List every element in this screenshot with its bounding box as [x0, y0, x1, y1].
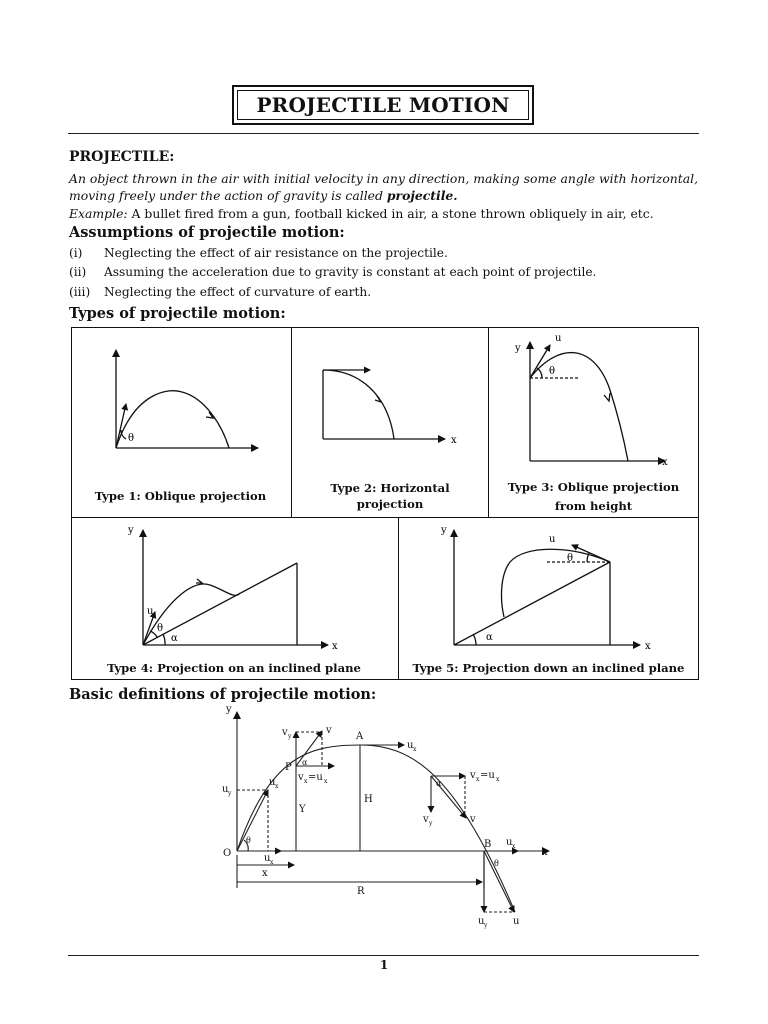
assumption-num: (iii) [69, 285, 91, 299]
label-vx-right-sub: x [476, 776, 480, 783]
u-vector [237, 790, 268, 851]
label-ux-top: u [407, 740, 414, 751]
type4-theta-label: θ [157, 623, 164, 634]
label-y: y [226, 704, 232, 715]
label-alpha-right: α [436, 779, 442, 788]
assumption-text: Neglecting the effect of curvature of earth. [104, 285, 372, 299]
label-Y: Y [299, 804, 306, 815]
type3-x-label: x [662, 457, 668, 468]
label-ux-bottom: u [264, 853, 271, 864]
label-eq-u-right-sub: x [496, 776, 500, 783]
label-u-bottom: u [513, 916, 520, 927]
label-v: v [326, 725, 332, 736]
label-vy-sub: y [288, 733, 292, 740]
label-R: R [357, 886, 365, 897]
label-B: B [484, 839, 492, 850]
label-vx-sub: x [304, 778, 308, 785]
type3-caption-line1: Type 3: Oblique projection [507, 480, 680, 494]
label-ux-sub: x [275, 783, 279, 790]
type5-theta-label: θ [567, 553, 574, 564]
label-x-dim: x [262, 868, 268, 879]
label-uy-sub: y [228, 790, 232, 797]
label-P: P [285, 762, 292, 773]
label-eq-u-right: =u [480, 770, 495, 781]
label-vy: v [282, 727, 288, 738]
footer-rule [68, 955, 699, 956]
type5-u-label: u [549, 534, 556, 545]
type3-theta-label: θ [549, 366, 556, 377]
type1-caption: Type 1: Oblique projection [94, 489, 267, 503]
type2-caption-line2: projection [356, 497, 424, 511]
type3-y-label: y [515, 343, 521, 354]
label-eq-u: =u [308, 772, 323, 783]
basic-heading: Basic definitions of projectile motion: [69, 686, 377, 703]
page-title: PROJECTILE MOTION [237, 90, 529, 120]
label-vy-right-sub: y [429, 820, 433, 827]
label-eq-u-sub: x [324, 778, 328, 785]
label-vy-right: v [423, 814, 429, 825]
definition-line1: An object thrown in the air with initial velocity in any direction, making some angle with horizontal, [69, 171, 699, 186]
label-v-right: v [470, 814, 476, 825]
assumption-text: Neglecting the effect of air resistance on the projectile. [104, 246, 448, 260]
types-heading: Types of projectile motion: [69, 305, 286, 322]
b-u [484, 851, 514, 912]
label-vx-right: v [470, 770, 476, 781]
type5-caption: Type 5: Projection down an inclined plane [412, 661, 685, 675]
label-alpha: α [302, 758, 308, 767]
example-label: Example: [69, 206, 128, 221]
v-vector [296, 731, 322, 766]
definition-line2: moving freely under the action of gravity is called [69, 188, 387, 203]
type4-caption: Type 4: Projection on an inclined plane [107, 661, 361, 675]
label-ux: u [269, 777, 276, 788]
label-theta: θ [246, 836, 251, 845]
type3-u-label: u [555, 333, 562, 344]
basic-labels [222, 704, 548, 929]
assumptions-heading: Assumptions of projectile motion: [69, 224, 345, 241]
label-vx: v [298, 772, 304, 783]
type5-x-label: x [645, 641, 651, 652]
label-ux-B: u [506, 837, 513, 848]
type4-x-label: x [332, 641, 338, 652]
page-number: 1 [379, 958, 389, 972]
projectile-heading: PROJECTILE: [69, 149, 175, 165]
label-A: A [356, 731, 364, 742]
label-ux-B-sub: x [512, 843, 516, 850]
definition-term: projectile. [386, 188, 458, 203]
label-ux-top-sub: x [413, 746, 417, 753]
label-uy-bottom: u [478, 916, 485, 927]
type5-y-label: y [441, 525, 447, 536]
label-H: H [364, 794, 373, 805]
type4-u-label: u [147, 606, 154, 617]
example-text: A bullet fired from a gun, football kicked in air, a stone thrown obliquely in air, etc. [127, 206, 654, 221]
type1-theta-label: θ [128, 433, 135, 444]
assumption-num: (ii) [69, 265, 87, 279]
label-x-axis: x [542, 847, 548, 858]
type4-alpha-label: α [171, 633, 178, 644]
type3-caption-line2: from height [554, 499, 633, 513]
basic-axes [237, 712, 549, 912]
type5-alpha-label: α [486, 632, 493, 643]
type4-y-label: y [128, 525, 134, 536]
label-O: O [223, 848, 232, 859]
assumption-num: (i) [69, 246, 83, 260]
label-theta-B: θ [494, 859, 499, 868]
type2-x-label: x [451, 435, 457, 446]
assumption-text: Assuming the acceleration due to gravity is constant at each point of projectile. [104, 265, 597, 279]
type2-caption-line1: Type 2: Horizontal [330, 481, 450, 495]
label-uy: u [222, 784, 229, 795]
label-uy-bottom-sub: y [484, 922, 488, 929]
label-ux-bottom-sub: x [270, 859, 274, 866]
